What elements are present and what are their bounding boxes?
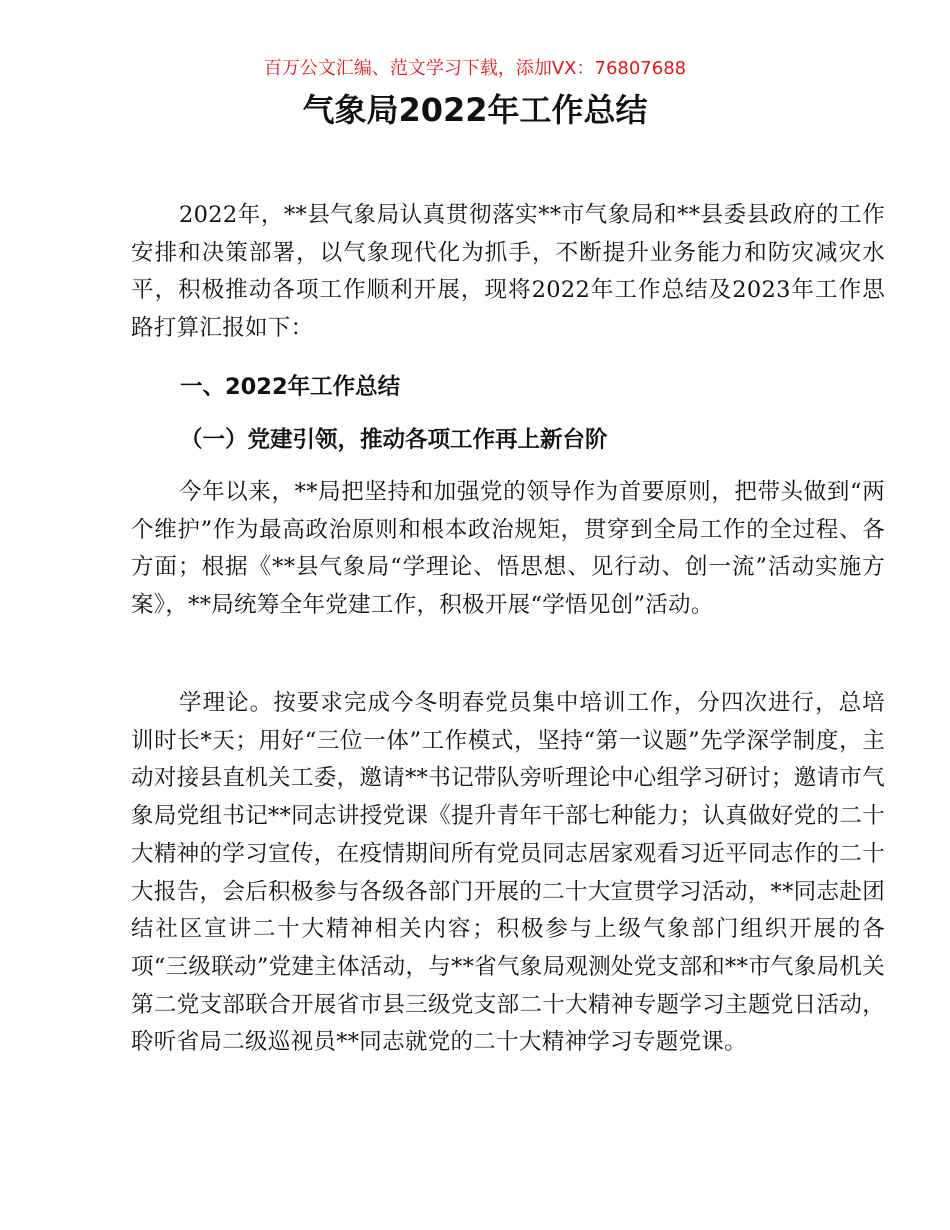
document-title: 气象局2022年工作总结 — [302, 91, 648, 129]
section-heading: 一、2022年工作总结 — [180, 374, 401, 400]
subsection-heading: （一）党建引领，推动各项工作再上新台阶 — [180, 427, 608, 453]
study-theory-paragraph: 学理论。按要求完成今冬明春党员集中培训工作，分四次进行，总培训时长*天；用好“三位一体”工作模式，坚持“第一议题”先学深学制度，主动对接县直机关工委，邀请**书记带队旁听理论中心组学习研讨；邀请市气象局党组书记**同志讲授党课《提升青年干部七种能力；认真做好党的二十大精神的学习宣传，在疫情期间所有党员同志居家观看习近平同志作的二十大报告，会后积极参与各级各部门开展的二十大宣贯学习活动，**同志赴团结社区宣讲二十大精神相关内容；积极参与上级气象部门组织开展的各项“三级联动”党建主体活动，与**省气象局观测处党支部和**市气象局机关第二党支部联合开展省市县三级党支部二十大精神专题学习主题党日活动，聆听省局二级巡视员**同志就党的二十大精神学习专题党课。 — [131, 690, 885, 1056]
watermark-banner: 百万公文汇编、范文学习下载，添加VX：76807688 — [263, 58, 687, 79]
intro-paragraph: 2022年，**县气象局认真贯彻落实**市气象局和**县委县政府的工作安排和决策部署，以气象现代化为抓手，不断提升业务能力和防灾减灾水平，积极推动各项工作顺利开展，现将2022年工作总结及2023年工作思路打算汇报如下： — [131, 202, 885, 342]
party-building-paragraph: 今年以来，**局把坚持和加强党的领导作为首要原则，把带头做到“两个维护”作为最高政治原则和根本政治规矩，贯穿到全局工作的全过程、各方面；根据《**县气象局“学理论、悟思想、见行动、创一流”活动实施方案》，**局统筹全年党建工作，积极开展“学悟见创”活动。 — [131, 479, 885, 619]
